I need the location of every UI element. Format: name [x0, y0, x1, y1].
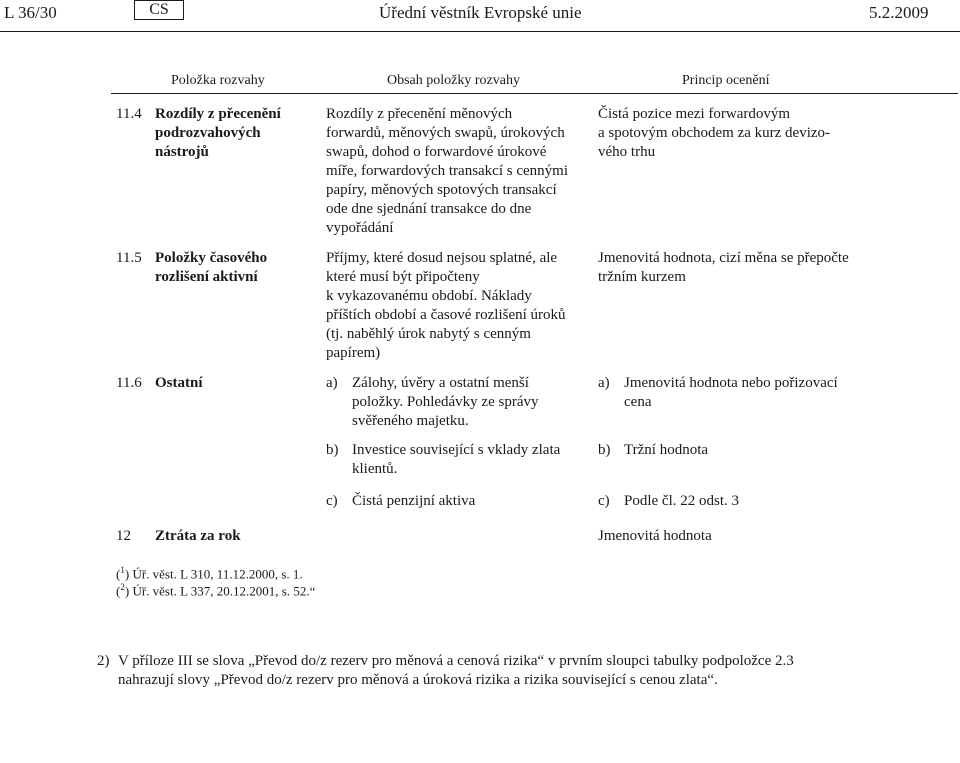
row-number: 11.5: [116, 250, 142, 266]
journal-title: Úřední věstník Evropské unie: [379, 3, 582, 22]
publication-date: 5.2.2009: [869, 3, 929, 22]
amendment-number: 2): [97, 653, 110, 669]
row-number: 11.4: [116, 106, 142, 122]
valuation-principle: Jmenovitá hodnota, cizí měna se přepočte tržním kurzem: [598, 250, 849, 285]
row-number: 11.6: [116, 375, 142, 391]
amendment-text-line-1: V příloze III se slova „Převod do/z rezerv pro měnová a cenová rizika“ v prvním sloupci tabulky podpoložce 2.3: [118, 653, 794, 669]
valuation-principle: Čistá pozice mezi forwardovým a spotovým obchodem za kurz devizo- vého trhu: [598, 106, 831, 160]
header-rule: [0, 31, 960, 32]
page-reference: L 36/30: [4, 3, 57, 22]
item-name: Rozdíly z přecenění podrozvahových nástrojů: [155, 106, 281, 160]
item-content: Rozdíly z přecenění měnových forwardů, měnových swapů, úrokových swapů, dohod o forwardové úrokové míře, forwardových transakcí s cennými papíry, měnových spotových transakcí ode dne sjednání transakce do dne vypořádání: [326, 106, 568, 236]
column-header-item: Položka rozvahy: [171, 73, 265, 88]
valuation-principle: Jmenovitá hodnota: [598, 528, 712, 544]
item-name: Položky časového rozlišení aktivní: [155, 250, 268, 285]
footnote: ($^2$) Úř. věst. L 337, 20.12.2001, s. 52.“: [116, 582, 316, 599]
item-name: Ostatní: [155, 375, 203, 391]
footnote: ($^1$) Úř. věst. L 310, 11.12.2000, s. 1.: [116, 565, 303, 582]
column-header-content: Obsah položky rozvahy: [387, 73, 520, 88]
item-name: Ztráta za rok: [155, 528, 241, 544]
item-content: Příjmy, které dosud nejsou splatné, ale které musí být připočteny k vykazovanému období. Náklady příštích období a časové rozlišení úroků (tj. naběhlý úrok nabytý s cenným papírem): [326, 250, 566, 361]
row-number: 12: [116, 528, 131, 544]
table-header-rule: [111, 93, 958, 94]
amendment-text-line-2: nahrazují slovy „Převod do/z rezerv pro měnová a úroková rizika a rizika související s cenou zlata“.: [118, 672, 718, 688]
column-header-valuation: Princip ocenění: [682, 73, 770, 88]
language-badge: CS: [134, 0, 184, 20]
